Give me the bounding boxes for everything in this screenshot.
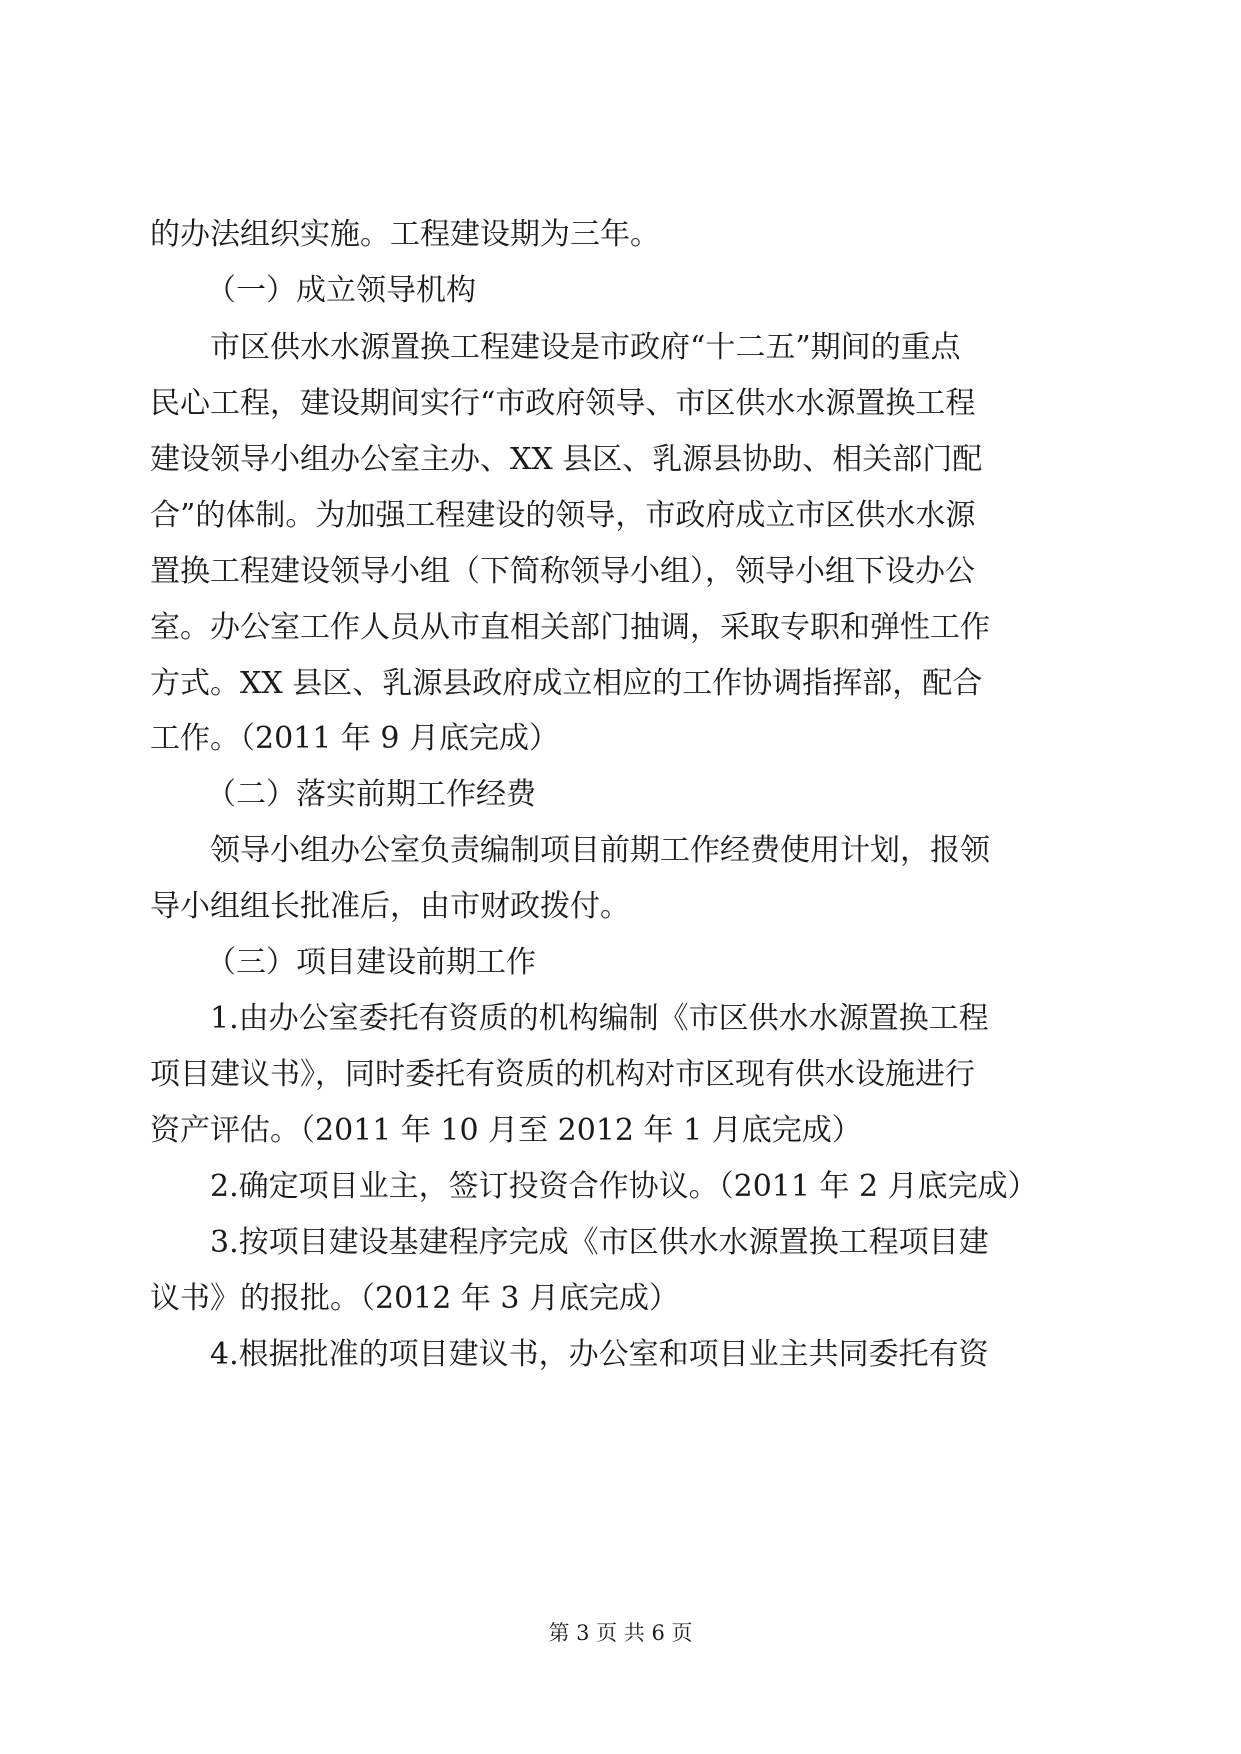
list-item-line: 1.由办公室委托有资质的机构编制《市区供水水源置换工程 — [210, 1001, 989, 1036]
text-line: 民心工程，建设期间实行“市政府领导、市区供水水源置换工程 — [150, 386, 976, 421]
text-line: 的办法组织实施。工程建设期为三年。 — [150, 217, 660, 252]
text-line: 方式。XX 县区、乳源县政府成立相应的工作协调指挥部，配合 — [150, 666, 983, 701]
list-item-line: 4.根据批准的项目建议书，办公室和项目业主共同委托有资 — [210, 1337, 989, 1372]
section-heading: （一）成立领导机构 — [206, 273, 476, 308]
section-heading: （二）落实前期工作经费 — [206, 777, 536, 812]
text-line: 工作。（2011 年 9 月底完成） — [150, 721, 560, 756]
text-line: 议书》的报批。（2012 年 3 月底完成） — [150, 1281, 680, 1316]
text-line: 项目建议书》，同时委托有资质的机构对市区现有供水设施进行 — [150, 1057, 975, 1092]
text-line: 资产评估。（2011 年 10 月至 2012 年 1 月底完成） — [150, 1113, 862, 1148]
text-line: 建设领导小组办公室主办、XX 县区、乳源县协助、相关部门配 — [150, 442, 983, 477]
text-line: 合”的体制。为加强工程建设的领导，市政府成立市区供水水源 — [150, 498, 976, 533]
text-line: 室。办公室工作人员从市直相关部门抽调，采取专职和弹性工作 — [150, 610, 990, 645]
text-line: 置换工程建设领导小组（下简称领导小组），领导小组下设办公 — [150, 554, 975, 589]
list-item-line: 2.确定项目业主，签订投资合作协议。（2011 年 2 月底完成） — [210, 1169, 1038, 1204]
list-item-line: 3.按项目建设基建程序完成《市区供水水源置换工程项目建 — [210, 1225, 989, 1260]
section-heading: （三）项目建设前期工作 — [206, 945, 536, 980]
text-line: 市区供水水源置换工程建设是市政府“十二五”期间的重点 — [210, 330, 961, 365]
text-line: 领导小组办公室负责编制项目前期工作经费使用计划，报领 — [210, 833, 990, 868]
page-footer: 第 3 页 共 6 页 — [548, 1621, 693, 1645]
text-line: 导小组组长批准后，由市财政拨付。 — [150, 889, 630, 924]
